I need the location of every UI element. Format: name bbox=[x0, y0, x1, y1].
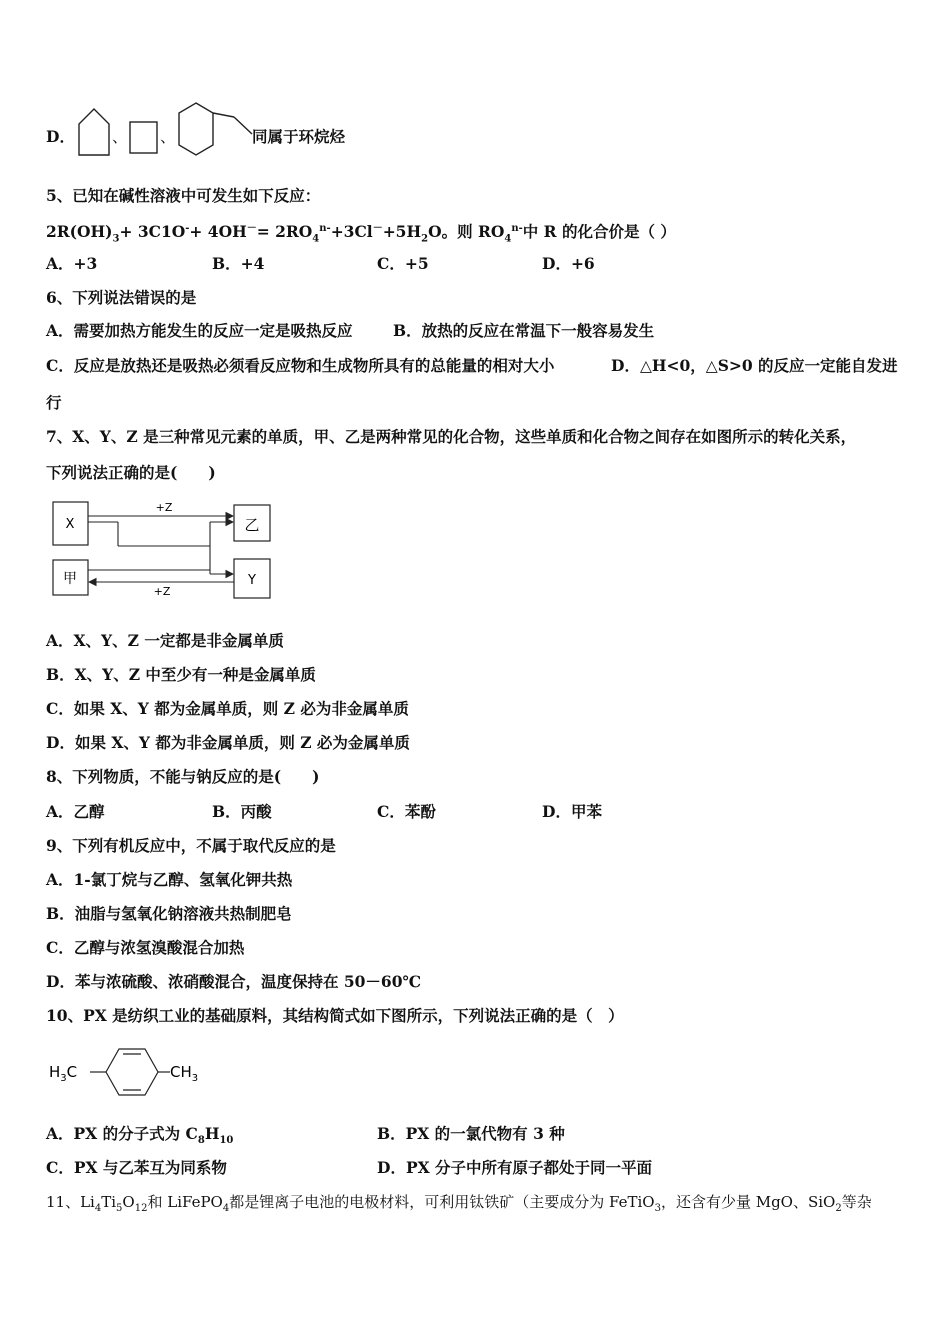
cyclobutane-structure bbox=[128, 120, 160, 156]
q10-stem: 10、PX 是纺织工业的基础原料，其结构简式如下图所示，下列说法正确的是（ ） bbox=[46, 1006, 624, 1025]
top-arrow-label: +Z bbox=[155, 501, 173, 514]
q5-option-b: B．+4 bbox=[212, 254, 265, 273]
bottom-arrow-label: +Z bbox=[153, 585, 171, 598]
q5-option-d: D．+6 bbox=[542, 254, 595, 273]
q10-option-a: A．PX 的分子式为 $C_8H_{10}$ bbox=[46, 1124, 234, 1147]
q6-stem: 6、下列说法错误的是 bbox=[46, 288, 197, 307]
q5-stem: 5、已知在碱性溶液中可发生如下反应： bbox=[46, 186, 321, 205]
q10-option-d: D．PX 分子中所有原子都处于同一平面 bbox=[377, 1158, 653, 1177]
q9-option-c: C．乙醇与浓氢溴酸混合加热 bbox=[46, 938, 245, 957]
q5-equation: $2R(OH)_3+ 3C1O^-+ 4OH^-= 2RO_4^{n-}+3Cl^-+5H_2O$。则 $RO_4^{n-}$中 R 的化合价是（ ） bbox=[46, 222, 676, 245]
q8-stem: 8、下列物质，不能与钠反应的是( ) bbox=[46, 767, 320, 786]
q9-option-b: B．油脂与氢氧化钠溶液共热制肥皂 bbox=[46, 904, 292, 923]
q7-option-a: A．X、Y、Z 一定都是非金属单质 bbox=[46, 631, 284, 650]
q7-option-d: D．如果 X、Y 都为非金属单质，则 Z 必为金属单质 bbox=[46, 733, 410, 752]
q6-option-d: D．△H<0，△S>0 的反应一定能自发进 bbox=[611, 356, 898, 375]
q7-option-b: B．X、Y、Z 中至少有一种是金属单质 bbox=[46, 665, 316, 684]
svg-text:CH3: $CH_3$ bbox=[170, 1063, 199, 1084]
q8-option-c: C．苯酚 bbox=[377, 802, 436, 821]
q6-option-c: C．反应是放热还是吸热必须看反应物和生成物所具有的总能量的相对大小 bbox=[46, 356, 555, 375]
px-structure-formula bbox=[46, 1040, 208, 1102]
q4-sep-1: 、 bbox=[112, 128, 128, 146]
q7-option-c: C．如果 X、Y 都为金属单质，则 Z 必为非金属单质 bbox=[46, 699, 409, 718]
cyclopentane-structure bbox=[76, 106, 112, 158]
q6-option-d-cont: 行 bbox=[46, 393, 62, 412]
q4-d-text: 同属于环烷烃 bbox=[252, 127, 346, 146]
q8-option-a: A．乙醇 bbox=[46, 802, 105, 821]
box-x-label: X bbox=[65, 517, 75, 532]
q8-option-b: B．丙酸 bbox=[212, 802, 272, 821]
q4-sep-2: 、 bbox=[160, 128, 176, 146]
q5-option-a: A．+3 bbox=[46, 254, 98, 273]
svg-text:H3C: $H_3C$ bbox=[49, 1063, 78, 1084]
q5-option-c: C．+5 bbox=[377, 254, 429, 273]
q9-option-a: A．1-氯丁烷与乙醇、氢氧化钾共热 bbox=[46, 870, 293, 889]
q4-d-label: D． bbox=[46, 127, 75, 146]
q9-option-d: D．苯与浓硫酸、浓硝酸混合，温度保持在 50－60℃ bbox=[46, 972, 422, 991]
q6-option-b: B．放热的反应在常温下一般容易发生 bbox=[393, 321, 655, 340]
q11-stem: 11、$Li_4Ti_5O_{12}$和 LiFePO$_4$都是锂离子电池的电极材料，可利用钛铁矿（主要成分为 FeTiO$_3$，还含有少量 MgO、SiO$_2$等杂 bbox=[46, 1193, 872, 1214]
q10-option-c: C．PX 与乙苯互为同系物 bbox=[46, 1158, 227, 1177]
methylcyclohexane-structure bbox=[176, 100, 256, 160]
box-y-label: Y bbox=[248, 573, 256, 588]
q6-option-a: A．需要加热方能发生的反应一定是吸热反应 bbox=[46, 321, 353, 340]
q10-option-b: B．PX 的一氯代物有 3 种 bbox=[377, 1124, 565, 1143]
box-yi-label: 乙 bbox=[244, 516, 260, 534]
box-jia-label: 甲 bbox=[63, 571, 77, 587]
q9-stem: 9、下列有机反应中，不属于取代反应的是 bbox=[46, 836, 336, 855]
q7-stem-line2: 下列说法正确的是( ) bbox=[46, 463, 216, 482]
q7-stem-line1: 7、X、Y、Z 是三种常见元素的单质，甲、乙是两种常见的化合物，这些单质和化合物之间存在如图所示的转化关系， bbox=[46, 427, 857, 446]
q8-option-d: D．甲苯 bbox=[542, 802, 602, 821]
q7-conversion-diagram bbox=[48, 494, 278, 604]
